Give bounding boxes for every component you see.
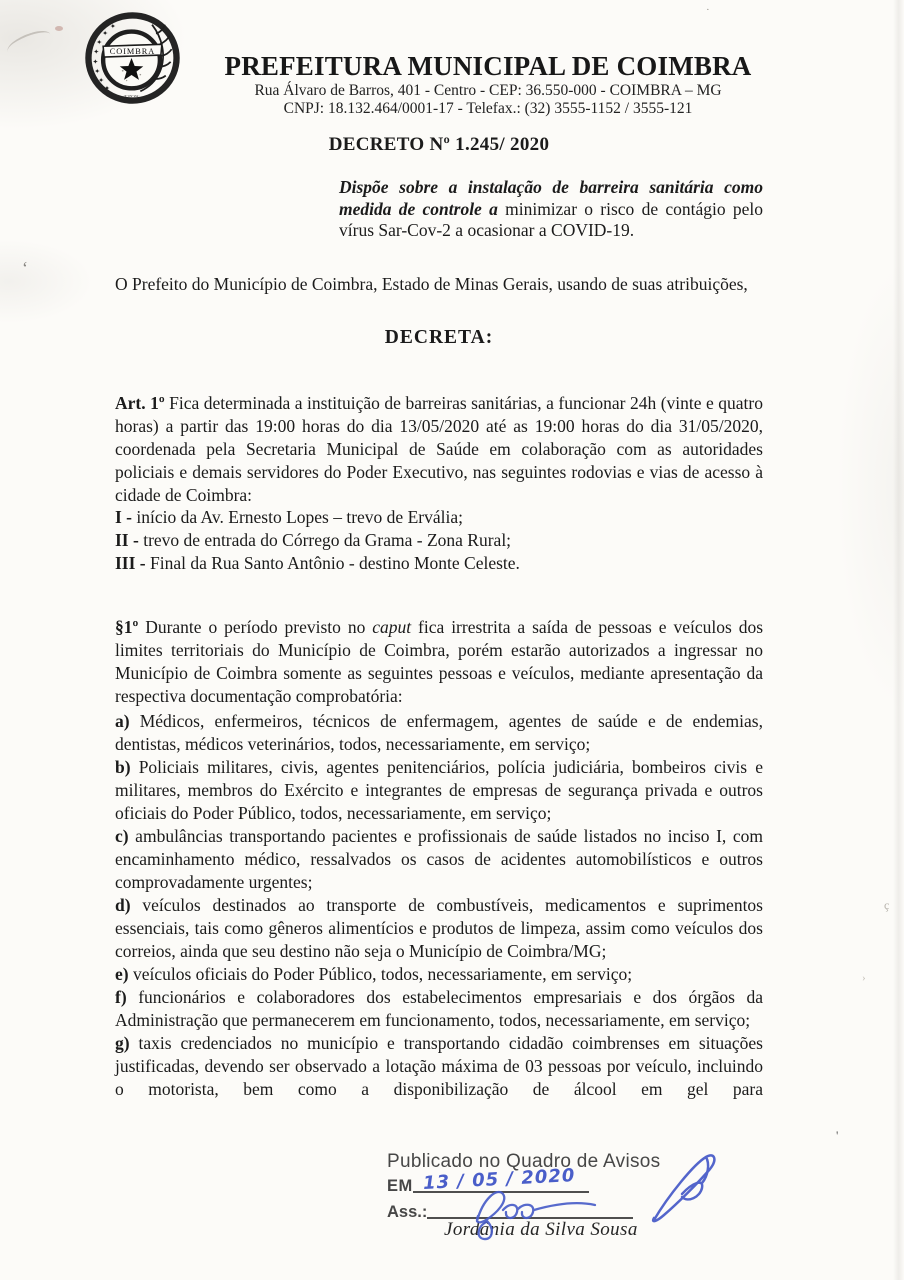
em-label: EM [387, 1177, 413, 1195]
seal-label: COIMBRA [109, 47, 156, 57]
handwritten-signature [455, 1183, 645, 1245]
signer-name: Jordânia da Silva Sousa [444, 1219, 638, 1240]
list-item-a-text: Médicos, enfermeiros, técnicos de enfermagem, agentes de saúde e de endemias, dentistas, médicos veterinários, todos, necessariamente, em serviço; [115, 711, 763, 754]
svg-text:✦: ✦ [104, 84, 110, 93]
scan-artifact [55, 26, 63, 31]
list-item-c-label: c) [115, 826, 129, 846]
article-1 [115, 392, 763, 507]
summary-bold-italic: Dispõe sobre a instalação de barreira sanitária como medida de controle a [339, 177, 763, 219]
svg-text:✦: ✦ [98, 76, 105, 85]
svg-text:✦: ✦ [94, 67, 101, 76]
signature-flourish [648, 1150, 732, 1228]
road-item-2-text: trevo de entrada do Córrego da Grama - Zona Rural; [138, 530, 512, 550]
list-item-e-label: e) [115, 964, 129, 984]
list-item-e-text: veículos oficiais do Poder Público, todos, necessariamente, em serviço; [128, 964, 633, 984]
road-item-3 [115, 552, 763, 575]
road-item-1-label: I - [115, 507, 133, 527]
decree-number-heading: DECRETO Nº 1.245/ 2020 [328, 134, 550, 155]
road-list [115, 506, 763, 575]
decreta-heading: DECRETA: [384, 327, 494, 348]
scan-artifact: ' [836, 1128, 839, 1143]
svg-text:✦: ✦ [92, 57, 99, 66]
list-item-b-text: Policiais militares, civis, agentes penitenciários, polícia judiciária, bombeiros civis e militares, membros do Exército e integrantes de empresas de segurança privada e outros oficiais do Poder Público, todos, necessariamente, em serviço; [115, 757, 763, 823]
list-item-f-label: f) [115, 987, 127, 1007]
org-name: PREFEITURA MUNICIPAL DE COIMBRA [224, 51, 752, 81]
scan-artifact: › [862, 972, 866, 984]
letterhead [203, 50, 773, 118]
list-item-g-text: taxis credenciados no município e transportando cidadão coimbrenses em situações justificadas, devendo ser observado a lotação máxima de 03 pessoas por veículo, incluindo o motorista, bem como a disponibilização de álcool em gel para [115, 1033, 763, 1099]
road-item-2-label: II - [115, 530, 139, 550]
road-item-3-text: Final da Rua Santo Antônio - destino Monte Celeste. [145, 553, 520, 573]
list-item-b [115, 756, 763, 825]
list-item-c [115, 825, 763, 894]
scan-artifact: ç [884, 898, 890, 912]
road-item-1-text: início da Av. Ernesto Lopes – trevo de Ervália; [132, 507, 463, 527]
list-item-b-label: b) [115, 757, 131, 777]
handwritten-date: 13 / 05 / 2020 [422, 1165, 576, 1194]
caput-term: caput [372, 616, 412, 637]
article-1-label: Art. 1º [115, 392, 165, 413]
list-item-a-label: a) [115, 711, 130, 731]
list-item-g [115, 1032, 763, 1101]
paragraph-1 [115, 616, 763, 708]
address-line-2: CNPJ: 18.132.464/0001-17 - Telefax.: (32) 3555-1152 / 3555-121 [283, 100, 693, 117]
paragraph-1-text-a: Durante o período previsto no [138, 616, 373, 637]
preamble: O Prefeito do Município de Coimbra, Estado de Minas Gerais, usando de suas atribuições, [115, 273, 748, 294]
summary-regular: minimizar o risco de contágio pelo vírus Sar-Cov-2 a ocasionar a COVID-19. [339, 198, 763, 240]
decree-summary [339, 177, 763, 242]
list-item-g-label: g) [115, 1033, 130, 1053]
svg-text:✦: ✦ [110, 22, 116, 31]
svg-text:·ᴛ·ᴏᴠ·ᴢᴀ·: ·ᴛ·ᴏᴠ·ᴢᴀ· [123, 93, 140, 99]
road-item-1 [115, 506, 763, 529]
scan-artifact [4, 27, 53, 58]
list-item-f [115, 986, 763, 1032]
address-line-1: Rua Álvaro de Barros, 401 - Centro - CEP: 36.550-000 - COIMBRA – MG [254, 82, 722, 99]
list-item-d [115, 894, 763, 963]
scan-artifact: · [706, 4, 710, 16]
svg-text:✦: ✦ [96, 38, 103, 47]
item-list [115, 710, 763, 1101]
ass-label: Ass.: [387, 1203, 428, 1221]
scan-artifact: ‘ [22, 258, 28, 278]
list-item-f-text: funcionários e colaboradores dos estabelecimentos empresariais e dos órgãos da Administração que permanecerem em funcionamento, todos, necessariamente, em serviço; [115, 987, 763, 1030]
list-item-d-text: veículos destinados ao transporte de combustíveis, medicamentos e suprimentos essenciais, tais como gêneros alimentícios e produtos de limpeza, assim como veículos dos correios, ainda que seu destino não seja o Município de Coimbra/MG; [115, 895, 763, 961]
article-1-text: Fica determinada a instituição de barreiras sanitárias, a funcionar 24h (vinte e quatro horas) a partir das 19:00 horas do dia 13/05/2020 até as 19:00 horas do dia 31/05/2020, coordenada pela Secretaria Municipal de Saúde em colaboração com as autoridades policiais e demais servidores do Poder Executivo, nas seguintes rodovias e vias de acesso à cidade de Coimbra: [115, 392, 763, 505]
municipal-seal-icon [83, 12, 182, 104]
svg-text:✦: ✦ [102, 29, 108, 38]
road-item-2 [115, 529, 763, 552]
svg-text:✦: ✦ [93, 48, 100, 57]
stamp-title: Publicado no Quadro de Avisos [387, 1151, 661, 1172]
list-item-c-text: ambulâncias transportando pacientes e profissionais de saúde listados no inciso I, com encaminhamento médico, ressalvados os casos de acidentes automobilísticos e outros comprovadamente urgentes; [115, 826, 763, 892]
list-item-e [115, 963, 763, 986]
list-item-d-label: d) [115, 895, 131, 915]
list-item-a [115, 710, 763, 756]
road-item-3-label: III - [115, 553, 146, 573]
paragraph-1-text-b: fica irrestrita a saída de pessoas e veículos dos limites territoriais do Município de Coimbra, porém estarão autorizados a ingressar no Município de Coimbra somente as seguintes pessoas e veículos, mediante apresentação da respectiva documentação comprobatória: [115, 616, 764, 706]
paragraph-1-label: §1º [115, 616, 139, 637]
